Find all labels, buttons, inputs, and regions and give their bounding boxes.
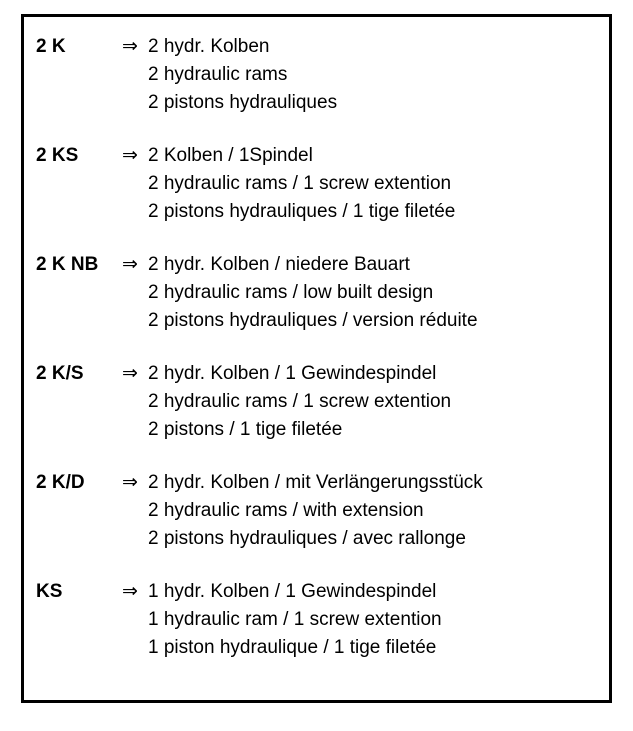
- entry-descriptions: [148, 469, 609, 553]
- entry-description-en: 2 hydraulic rams / 1 screw extention: [148, 173, 452, 194]
- double-right-arrow-icon: ⇒: [122, 36, 138, 57]
- legend-entry-list: [24, 17, 609, 662]
- entry-description-de: 2 Kolben / 1Spindel: [148, 145, 313, 166]
- legend-entry: [24, 251, 609, 335]
- entry-code: 2 K/D: [36, 472, 85, 493]
- legend-entry: [24, 142, 609, 226]
- legend-box: [21, 14, 612, 703]
- entry-descriptions: [148, 33, 609, 117]
- entry-description-de: 1 hydr. Kolben / 1 Gewindespindel: [148, 581, 437, 602]
- legend-entry: [24, 360, 609, 444]
- entry-descriptions: [148, 251, 609, 335]
- entry-description-de: 2 hydr. Kolben / niedere Bauart: [148, 254, 410, 275]
- legend-entry: [24, 469, 609, 553]
- entry-descriptions: [148, 578, 609, 662]
- entry-description-de: 2 hydr. Kolben: [148, 36, 270, 57]
- entry-description-fr: 1 piston hydraulique / 1 tige filetée: [148, 637, 437, 658]
- entry-description-en: 2 hydraulic rams: [148, 64, 288, 85]
- entry-code: 2 KS: [36, 145, 79, 166]
- double-right-arrow-icon: ⇒: [122, 145, 138, 166]
- entry-code: 2 K/S: [36, 363, 84, 384]
- entry-description-fr: 2 pistons hydrauliques / version réduite: [148, 310, 478, 331]
- entry-description-en: 2 hydraulic rams / low built design: [148, 282, 434, 303]
- entry-description-fr: 2 pistons / 1 tige filetée: [148, 419, 343, 440]
- legend-entry: [24, 33, 609, 117]
- entry-descriptions: [148, 360, 609, 444]
- entry-code: KS: [36, 581, 63, 602]
- double-right-arrow-icon: ⇒: [122, 363, 138, 384]
- entry-code: 2 K: [36, 36, 66, 57]
- entry-description-fr: 2 pistons hydrauliques: [148, 92, 338, 113]
- entry-description-en: 2 hydraulic rams / 1 screw extention: [148, 391, 452, 412]
- entry-descriptions: [148, 142, 609, 226]
- entry-description-de: 2 hydr. Kolben / mit Verlängerungsstück: [148, 472, 483, 493]
- entry-description-fr: 2 pistons hydrauliques / 1 tige filetée: [148, 201, 456, 222]
- entry-description-en: 2 hydraulic rams / with extension: [148, 500, 424, 521]
- double-right-arrow-icon: ⇒: [122, 254, 138, 275]
- legend-entry: [24, 578, 609, 662]
- entry-description-de: 2 hydr. Kolben / 1 Gewindespindel: [148, 363, 437, 384]
- entry-description-en: 1 hydraulic ram / 1 screw extention: [148, 609, 442, 630]
- double-right-arrow-icon: ⇒: [122, 472, 138, 493]
- entry-code: 2 K NB: [36, 254, 99, 275]
- entry-description-fr: 2 pistons hydrauliques / avec rallonge: [148, 528, 466, 549]
- double-right-arrow-icon: ⇒: [122, 581, 138, 602]
